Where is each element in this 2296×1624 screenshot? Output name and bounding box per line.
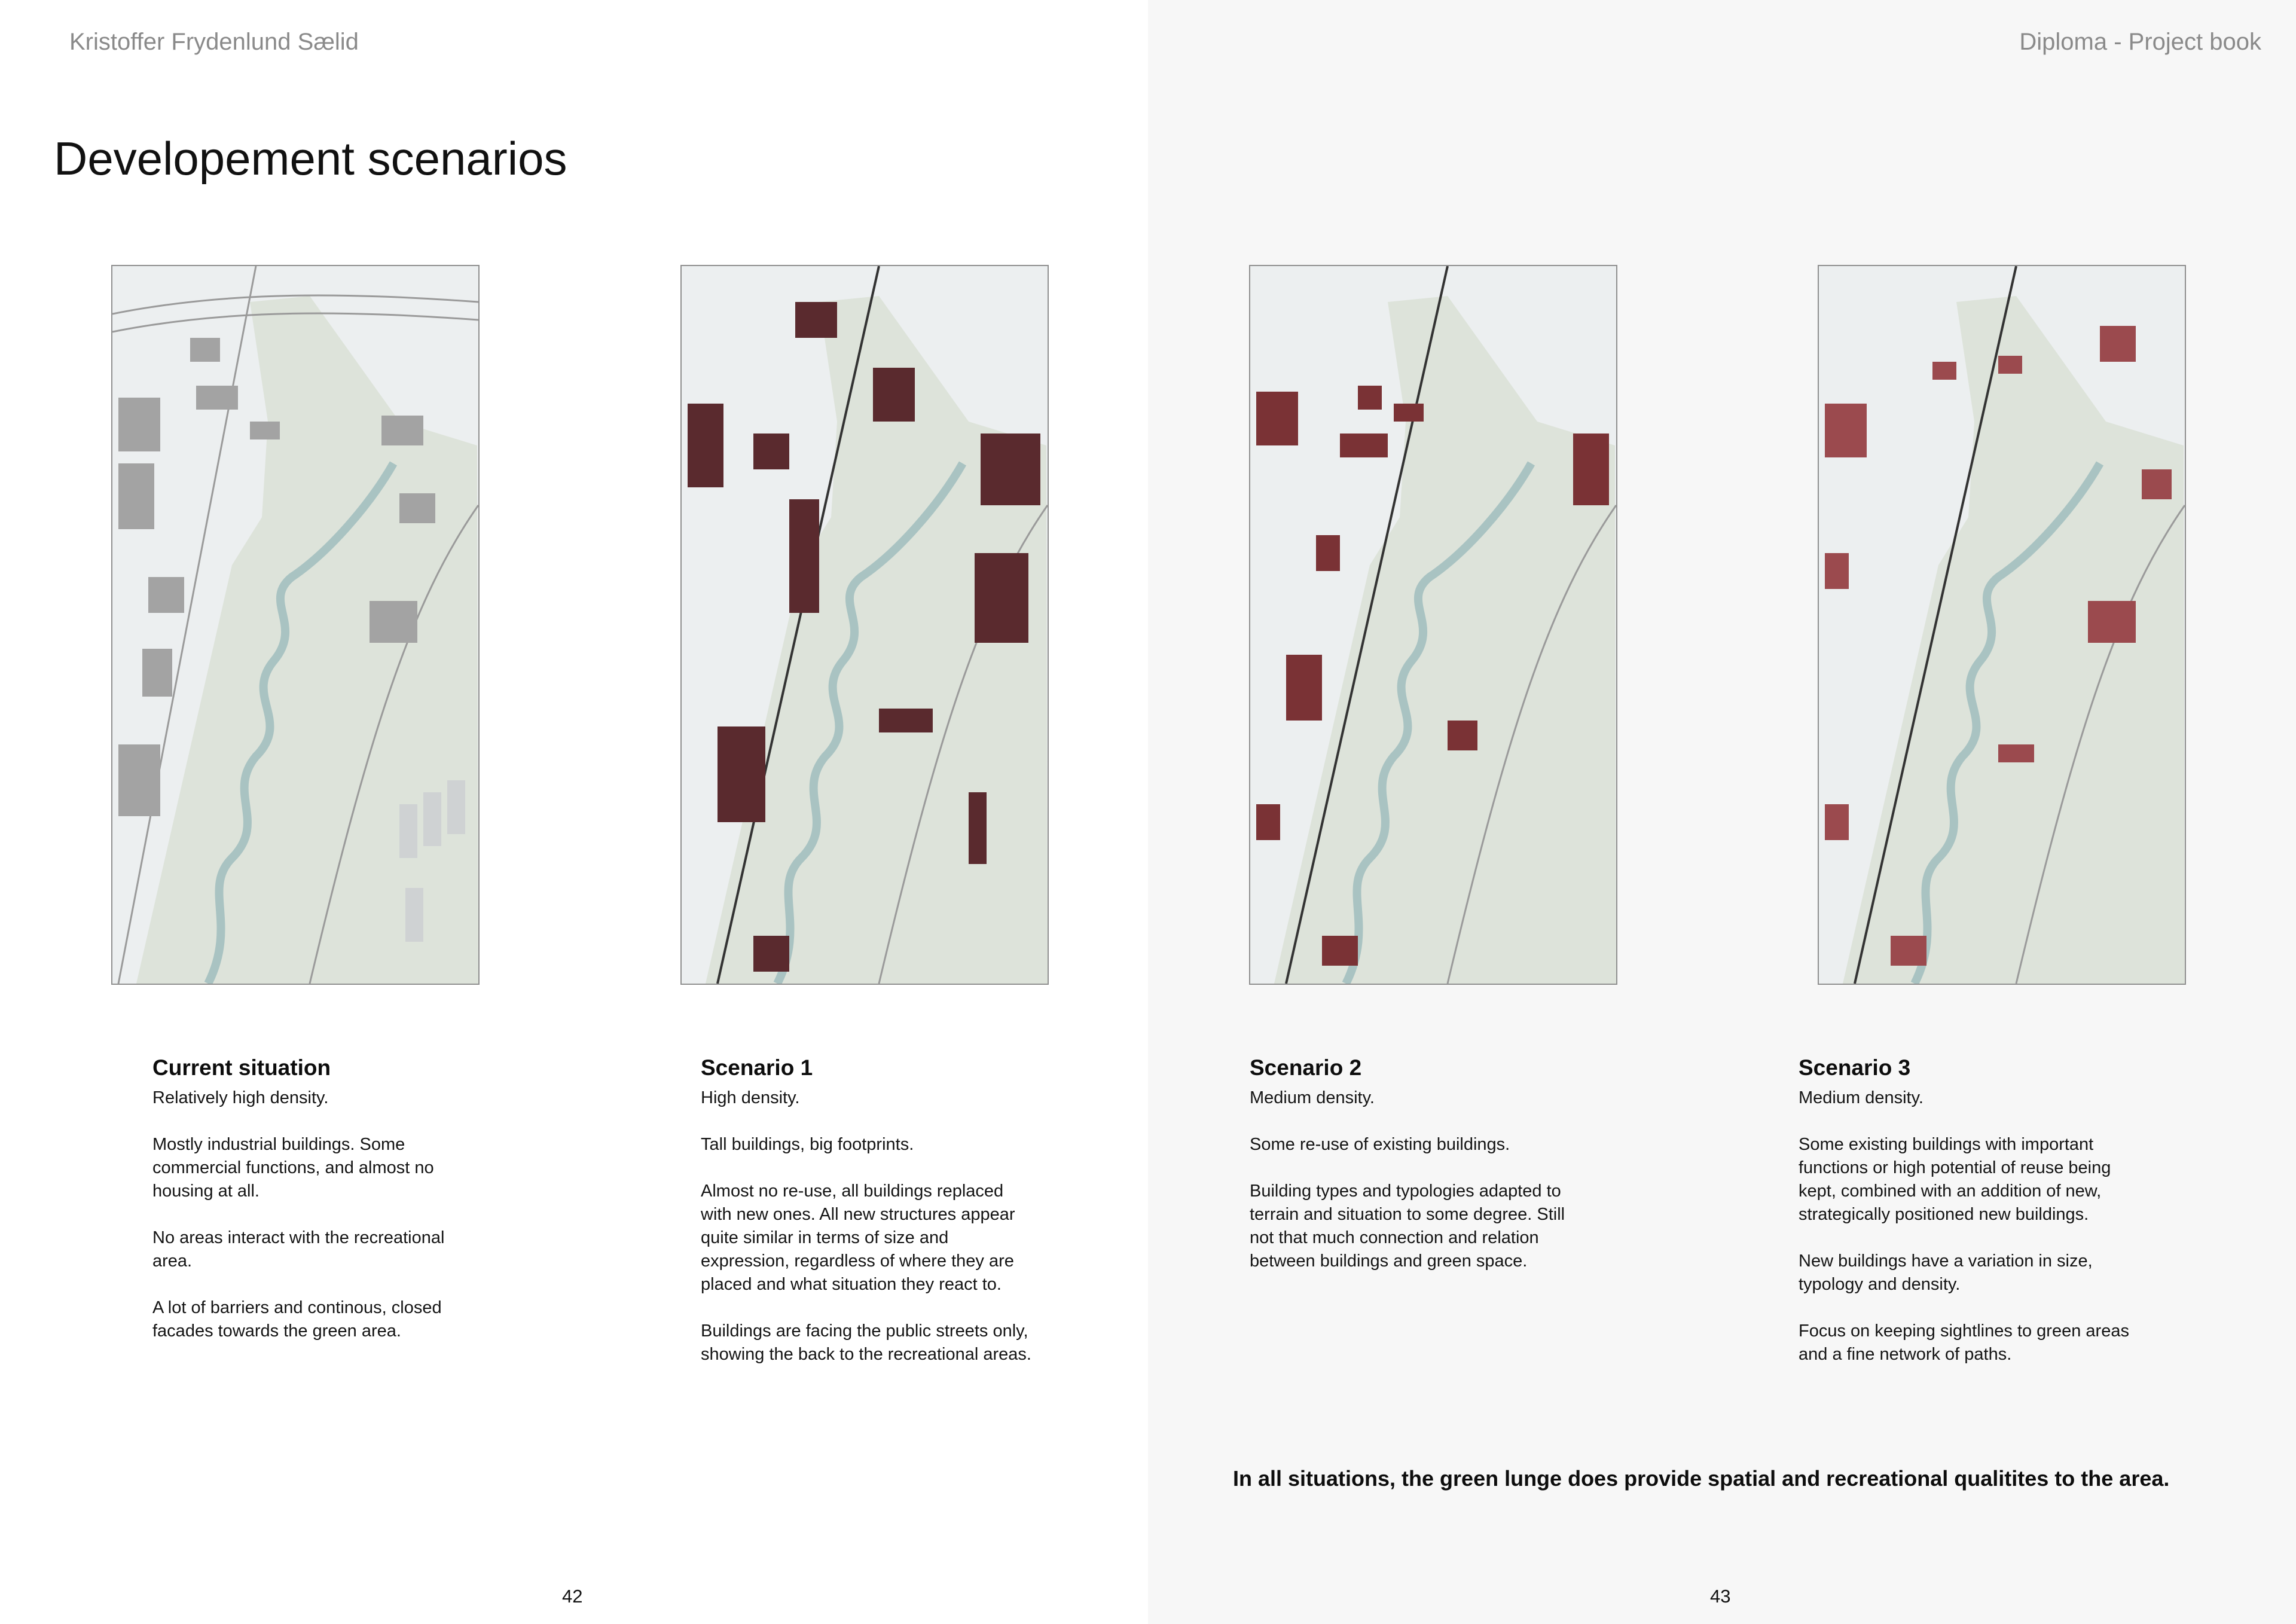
building [118, 398, 160, 451]
building [975, 553, 1028, 643]
building [1256, 804, 1280, 840]
building [250, 422, 280, 439]
building [1256, 392, 1298, 445]
building [1358, 386, 1382, 410]
page-title: Developement scenarios [54, 132, 567, 185]
site-plan-scenario-2 [1250, 266, 1616, 984]
caption-paragraph: Medium density. [1799, 1088, 1923, 1107]
building [405, 888, 423, 942]
caption-paragraph: Tall buildings, big footprints. [701, 1135, 914, 1154]
caption-paragraph: Almost no re-use, all buildings replaced with new ones. All new structures appear quite similar in terms of size and expression, regardless of where they are placed and what situation they react to. [701, 1182, 1015, 1294]
building [688, 404, 723, 487]
building [447, 780, 465, 834]
map-current-situation [111, 265, 480, 985]
caption-title: Scenario 1 [701, 1055, 813, 1080]
project-name: Diploma - Project book [2019, 29, 2261, 55]
building [1448, 721, 1477, 750]
building [873, 368, 915, 422]
caption-title: Current situation [152, 1055, 331, 1080]
building [381, 416, 423, 445]
building [1394, 404, 1424, 422]
building [118, 463, 154, 529]
building [2142, 469, 2172, 499]
building [1998, 744, 2034, 762]
map-scenario-1 [680, 265, 1049, 985]
caption-paragraph: Buildings are facing the public streets only, showing the back to the recreational areas. [701, 1321, 1031, 1364]
page-number-right: 43 [1710, 1586, 1731, 1607]
building [981, 434, 1040, 505]
building [1825, 404, 1867, 457]
building [399, 804, 417, 858]
building [1825, 804, 1849, 840]
building [1286, 655, 1322, 721]
author-name: Kristoffer Frydenlund Sælid [69, 29, 359, 55]
building [789, 499, 819, 613]
caption-scenario-2 [1250, 1055, 1584, 1296]
building [969, 792, 987, 864]
green-area [1274, 296, 1616, 984]
building [399, 493, 435, 523]
caption-paragraph: Focus on keeping sightlines to green areas and a fine network of paths. [1799, 1321, 2129, 1364]
building [370, 601, 417, 643]
caption-paragraph: Mostly industrial buildings. Some commercial functions, and almost no housing at all. [152, 1135, 434, 1201]
green-area [136, 296, 478, 984]
caption-paragraph: No areas interact with the recreational area. [152, 1228, 445, 1271]
building [196, 386, 238, 410]
building [795, 302, 837, 338]
caption-current-situation [152, 1055, 487, 1366]
building [879, 709, 933, 732]
caption-scenario-1 [701, 1055, 1036, 1390]
map-scenario-2 [1249, 265, 1617, 985]
conclusion-text: In all situations, the green lunge does provide spatial and recreational qualitites to the area. [1233, 1466, 2170, 1491]
building [1322, 936, 1358, 966]
caption-scenario-3 [1799, 1055, 2133, 1390]
caption-title: Scenario 2 [1250, 1055, 1362, 1080]
site-plan-current [112, 266, 478, 984]
building [423, 792, 441, 846]
site-plan-scenario-1 [682, 266, 1048, 984]
page-number-left: 42 [562, 1586, 583, 1607]
building [2088, 601, 2136, 643]
building [718, 726, 765, 822]
caption-title: Scenario 3 [1799, 1055, 1911, 1080]
building [142, 649, 172, 697]
site-plan-scenario-3 [1819, 266, 2185, 984]
caption-paragraph: A lot of barriers and continous, closed facades towards the green area. [152, 1298, 442, 1341]
building [753, 434, 789, 469]
caption-paragraph: Relatively high density. [152, 1088, 329, 1107]
building [1573, 434, 1609, 505]
building [2100, 326, 2136, 362]
building [1891, 936, 1926, 966]
building [1932, 362, 1956, 380]
building [1825, 553, 1849, 589]
caption-paragraph: Medium density. [1250, 1088, 1375, 1107]
building [1998, 356, 2022, 374]
caption-paragraph: Some existing buildings with important functions or high potential of reuse being kept, combined with an addition of new, strategically positioned new buildings. [1799, 1135, 2111, 1224]
building [1316, 535, 1340, 571]
right-page [1148, 0, 2296, 1624]
building [1340, 434, 1388, 457]
building [148, 577, 184, 613]
caption-paragraph: New buildings have a variation in size, typology and density. [1799, 1251, 2093, 1294]
caption-paragraph: Some re-use of existing buildings. [1250, 1135, 1510, 1154]
building [190, 338, 220, 362]
building [753, 936, 789, 972]
caption-paragraph: Building types and typologies adapted to terrain and situation to some degree. Still not that much connection and relation between buildings and green space. [1250, 1182, 1565, 1271]
building [118, 744, 160, 816]
caption-paragraph: High density. [701, 1088, 800, 1107]
map-scenario-3 [1818, 265, 2186, 985]
